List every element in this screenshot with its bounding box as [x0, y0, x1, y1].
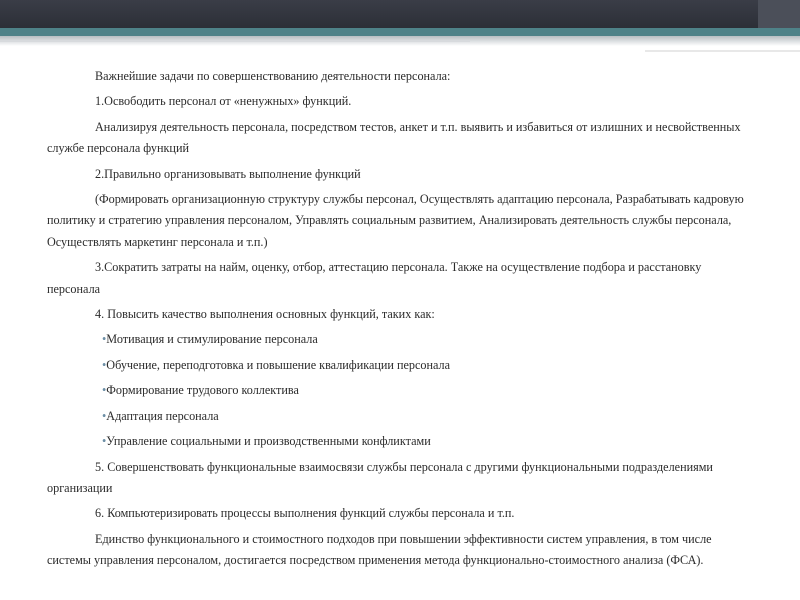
- bullet-item: [47, 380, 757, 401]
- paragraph: 6. Компьютеризировать процессы выполнения функций службы персонала и т.п.: [95, 506, 515, 521]
- bullet-item-text: Обучение, переподготовка и повышение квалификации персонала: [106, 357, 451, 372]
- paragraph: 5. Совершенствовать функциональные взаимосвязи службы персонала с другими функциональными подразделениями организации: [47, 459, 713, 495]
- slide-body-text: [47, 66, 757, 576]
- bullet-item: [47, 355, 757, 376]
- bullet-icon: •: [102, 408, 107, 423]
- slide-header-band: [0, 0, 800, 30]
- bullet-item-text: Мотивация и стимулирование персонала: [106, 332, 318, 347]
- bullet-item: [47, 406, 757, 427]
- bullet-icon: •: [102, 357, 107, 372]
- bullet-icon: •: [102, 383, 107, 398]
- slide-header-rule-right: [645, 50, 800, 52]
- paragraph: 4. Повысить качество выполнения основных функций, таких как:: [95, 307, 435, 322]
- bullet-item-text: Формирование трудового коллектива: [106, 383, 299, 398]
- bullet-item-text: Управление социальными и производственными конфликтами: [106, 434, 431, 449]
- paragraph: Анализируя деятельность персонала, посредством тестов, анкет и т.п. выявить и избавиться от излишних и несвойственных службе персонала функций: [47, 119, 741, 156]
- bullet-item: [47, 329, 757, 350]
- bullet-icon: •: [102, 434, 107, 449]
- paragraph: 3.Сократить затраты на найм, оценку, отбор, аттестацию персонала. Также на осуществление подбора и расстановку персонала: [47, 260, 702, 296]
- slide-header-accent-stripe: [0, 28, 800, 36]
- paragraph: 2.Правильно организовывать выполнение функций: [95, 166, 361, 181]
- paragraph: (Формировать организационную структуру службы персонал, Осуществлять адаптацию персонала, Разрабатывать кадровую политику и стратегию управления персоналом, Управлять социальным развитием, Анализировать деятельность службы персонала, Осуществлять маркетинг персонала и т.п.): [47, 192, 744, 249]
- bullet-icon: •: [102, 332, 107, 347]
- paragraph: Важнейшие задачи по совершенствованию деятельности персонала:: [95, 69, 451, 83]
- paragraph: 1.Освободить персонал от «ненужных» функций.: [95, 94, 352, 109]
- bullet-item-text: Адаптация персонала: [106, 408, 219, 423]
- slide-header-notch: [758, 0, 800, 30]
- slide-header-rule-left: [0, 40, 470, 42]
- bullet-item: [47, 431, 757, 452]
- paragraph: Единство функционального и стоимостного подходов при повышении эффективности систем управления, в том числе системы управления персоналом, достигается посредством применения метода функционально-стоимостного анализа (ФСА).: [47, 531, 712, 568]
